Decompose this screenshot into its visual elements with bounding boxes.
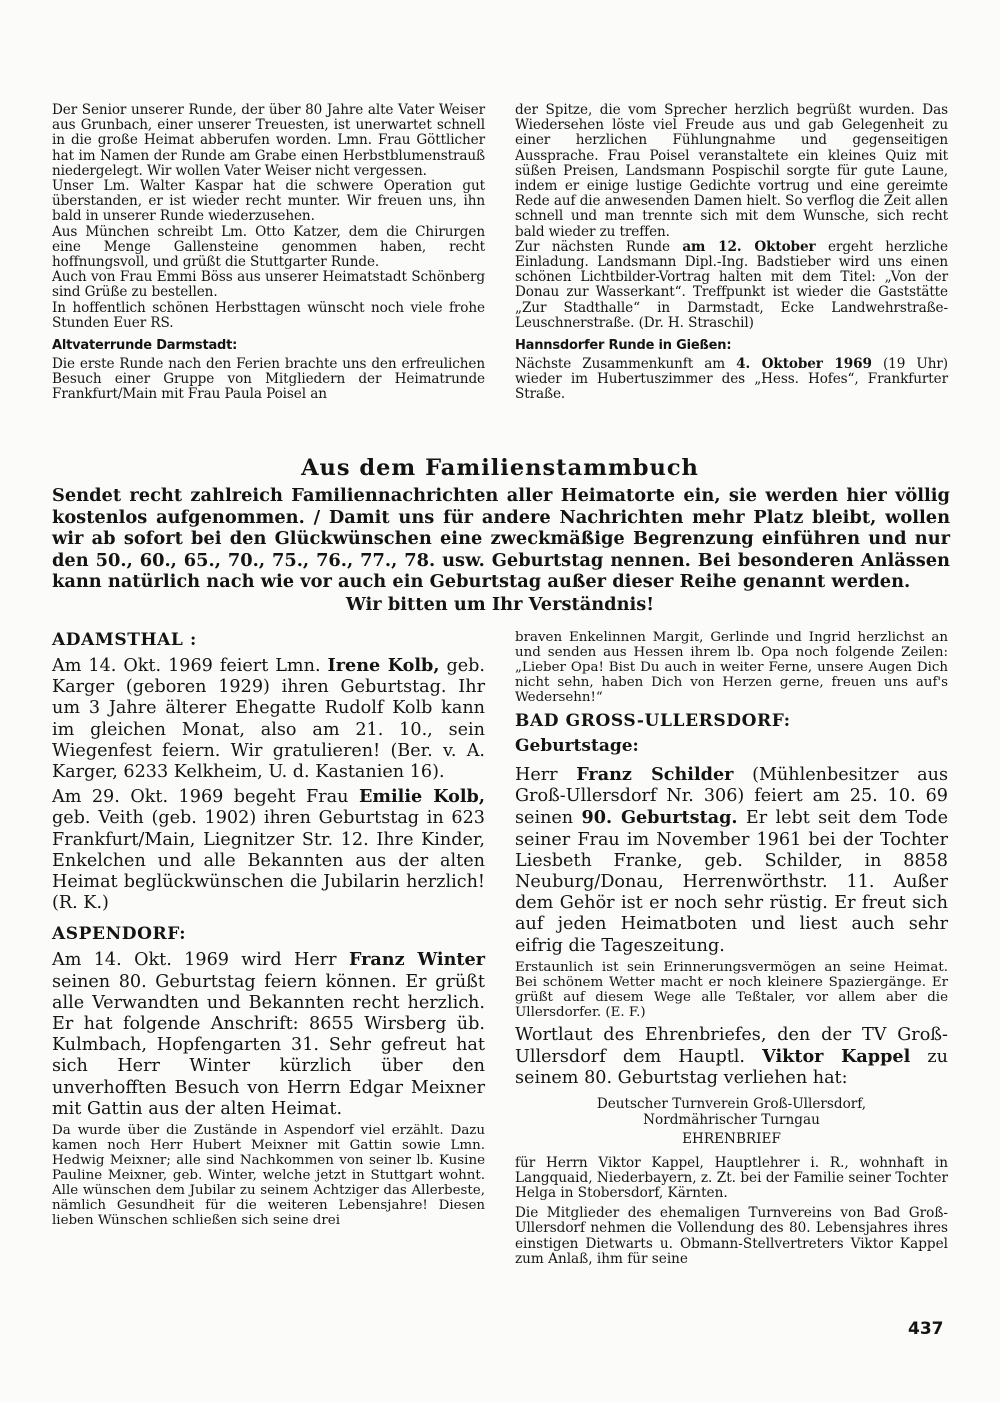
section-heading-darmstadt: Altvaterrunde Darmstadt:: [52, 338, 238, 354]
paragraph: Herr Franz Schilder (Mühlenbesitzer aus Groß-Ullersdorf Nr. 306) feiert am 25. 10. 69 seinen 90. Geburtstag. Er lebt seit dem Tode seiner Frau im November 1961 bei der Tochter Liesbeth Franke, geb. Schilder, in 8858 Neuburg/Donau, Herrenwörthstr. 11. Außer dem Gehör ist er noch sehr rüstig. Er freut sich auf jeden Heimatboten und liest auch sehr eifrig die Tageszeitung.: [515, 764, 948, 956]
paragraph: Der Senior unserer Runde, der über 80 Jahre alte Vater Weiser aus Grunbach, einer unserer Treuesten, ist unerwartet schnell in die große Heimat abberufen worden. Lmn. Frau Göttlicher hat im Namen der Runde am Grabe einen Herbstblumenstrauß niedergelegt. Wir wollen Vater Weiser nicht vergessen.: [52, 102, 485, 179]
section-title: Aus dem Familienstammbuch: [301, 455, 699, 481]
paragraph: Nächste Zusammenkunft am 4. Oktober 1969 (19 Uhr) wieder im Hubertuszimmer des „Hess. Hofes“, Frankfurter Straße.: [515, 356, 948, 403]
letter-title: EHRENBRIEF: [682, 1131, 781, 1148]
section-intro-closing: Wir bitten um Ihr Verständnis!: [345, 594, 655, 615]
letter-organization: Deutscher Turnverein Groß-Ullersdorf, Nordmährischer Turngau: [596, 1096, 867, 1128]
paragraph: Am 29. Okt. 1969 begeht Frau Emilie Kolb, geb. Veith (geb. 1902) ihren Geburtstag in 623 Frankfurt/Main, Liegnitzer Str. 12. Ihre Kinder, Enkelchen und alle Bekannten aus der alten Heimat beglückwünschen die Jubilarin herzlich! (R. K.): [52, 786, 485, 914]
bottom-right-column: [515, 630, 948, 1272]
heading-bad-gross-ullersdorf: BAD GROSS-ULLERSDORF:: [515, 711, 791, 731]
paragraph: In hoffentlich schönen Herbsttagen wünscht noch viele frohe Stunden Euer RS.: [52, 299, 485, 331]
page-number: 437: [908, 1319, 944, 1339]
top-left-column: [52, 103, 485, 403]
paragraph: braven Enkelinnen Margit, Gerlinde und Ingrid herzlichst an und senden aus Hessen ihrem lb. Opa noch folgende Zeilen: „Lieber Opa! Bist Du auch in weiter Ferne, unsere Augen Dich nicht sehn, haben Dich von Herzen gerne, freuen uns auf's Wedersehn!“: [515, 630, 948, 705]
paragraph: Die Mitglieder des ehemaligen Turnvereins von Bad Groß-Ullersdorf nehmen die Vollendung des 80. Lebensjahres ihres einstigen Dietwarts u. Obmann-Stellvertreters Viktor Kappel zum Anlaß, ihm für seine: [515, 1204, 948, 1268]
paragraph: Am 14. Okt. 1969 feiert Lmn. Irene Kolb, geb. Karger (geboren 1929) ihren Geburtstag. Ihr um 3 Jahre älterer Ehegatte Rudolf Kolb kann im gleichen Monat, also am 21. 10., sein Wiegenfest feiern. Wir gratulieren! (Ber. v. A. Karger, 6233 Kelkheim, U. d. Kastanien 16).: [52, 655, 485, 783]
section-intro: Sendet recht zahlreich Familiennachrichten aller Heimatorte ein, sie werden hier völlig kostenlos aufgenommen. / Damit uns für andere Nachrichten mehr Platz bleibt, wollen wir ab sofort bei den Glückwünschen eine zweckmäßige Begrenzung einführen und nur den 50., 60., 65., 70., 75., 76., 77., 78. usw. Geburtstag nennen. Bei besonderen Anlässen kann natürlich nach wie vor auch ein Geburtstag außer dieser Reihe genannt werden.: [52, 485, 950, 592]
heading-aspendorf: ASPENDORF:: [52, 924, 187, 945]
section-heading-hannsdorf: Hannsdorfer Runde in Gießen:: [515, 338, 732, 354]
paragraph: Da wurde über die Zustände in Aspendorf viel erzählt. Dazu kamen noch Herr Hubert Meixner mit Gattin sowie Lmn. Hedwig Meixner; alle sind Nachkommen von seiner lb. Kusine Pauline Meixner, geb. Winter, welche jetzt in Stuttgart wohnt. Alle wünschen dem Jubilar zu seinem Achtziger das Allerbeste, nämlich Gesundheit für die weiteren Lebensjahre! Diesen lieben Wünschen schließen sich seine drei: [52, 1123, 485, 1229]
paragraph: Am 14. Okt. 1969 wird Herr Franz Winter seinen 80. Geburtstag feiern können. Er grüßt alle Verwandten und Bekannten recht herzlich. Er hat folgende Anschrift: 8655 Wirsberg üb. Kulmbach, Hopfengarten 31. Sehr gefreut hat sich Herr Winter kürzlich über den unverhofften Besuch von Herrn Edgar Meixner mit Gattin aus der alten Heimat.: [52, 949, 485, 1119]
heading-geburtstage: Geburtstage:: [515, 736, 639, 756]
heading-adamsthal: ADAMSTHAL :: [52, 630, 197, 650]
paragraph: der Spitze, die vom Sprecher herzlich begrüßt wurden. Das Wiedersehen löste viel Freude aus und gab Gelegenheit zu einer herzlichen Fühlungnahme und gegenseitigen Aussprache. Frau Poisel veranstaltete ein kleines Quiz mit süßen Preisen, Landsmann Pospischil sorgte für gute Laune, indem er einige lustige Gedichte vortrug und eine gereimte Rede auf die anwesenden Damen hielt. So verflog die Zeit allen schnell und man trennte sich mit dem Wunsche, sich recht bald wieder zu treffen.: [515, 102, 948, 240]
top-right-column: [515, 103, 948, 403]
paragraph: Wortlaut des Ehrenbriefes, den der TV Groß-Ullersdorf dem Hauptl. Viktor Kappel zu seinem 80. Geburtstag verliehen hat:: [515, 1024, 948, 1089]
paragraph: Unser Lm. Walter Kaspar hat die schwere Operation gut überstanden, er ist wieder recht munter. Wir freuen uns, ihn bald in unserer Runde wiederzusehen.: [52, 178, 485, 225]
paragraph: Erstaunlich ist sein Erinnerungsvermögen an seine Heimat. Bei schönem Wetter macht er noch kleinere Spaziergänge. Er grüßt auf diesem Wege alle Teßtaler, vor allem aber die Ullersdorfer. (E. F.): [515, 959, 948, 1020]
paragraph: Auch von Frau Emmi Böss aus unserer Heimatstadt Schönberg sind Grüße zu bestellen.: [52, 269, 485, 301]
paragraph: für Herrn Viktor Kappel, Hauptlehrer i. R., wohnhaft in Langquaid, Niederbayern, z. Zt. bei der Familie seiner Tochter Helga in Stobersdorf, Kärnten.: [515, 1154, 948, 1202]
paragraph: Die erste Runde nach den Ferien brachte uns den erfreulichen Besuch einer Gruppe von Mitgliedern der Heimatrunde Frankfurt/Main mit Frau Paula Poisel an: [52, 356, 485, 403]
paragraph: Zur nächsten Runde am 12. Oktober ergeht herzliche Einladung. Landsmann Dipl.-Ing. Badstieber wird uns einen schönen Lichtbilder-Vortrag halten mit dem Titel: „Von der Donau zur Wasserkant“. Treffpunkt ist wieder die Gaststätte „Zur Stadthalle“ in Darmstadt, Ecke Landwehrstraße-Leuschnerstraße. (Dr. H. Straschil): [515, 238, 948, 331]
bottom-left-column: [52, 630, 485, 1233]
paragraph: Aus München schreibt Lm. Otto Katzer, dem die Chirurgen eine Menge Gallensteine genommen haben, recht hoffnungsvoll, und grüßt die Stuttgarter Runde.: [52, 223, 485, 271]
